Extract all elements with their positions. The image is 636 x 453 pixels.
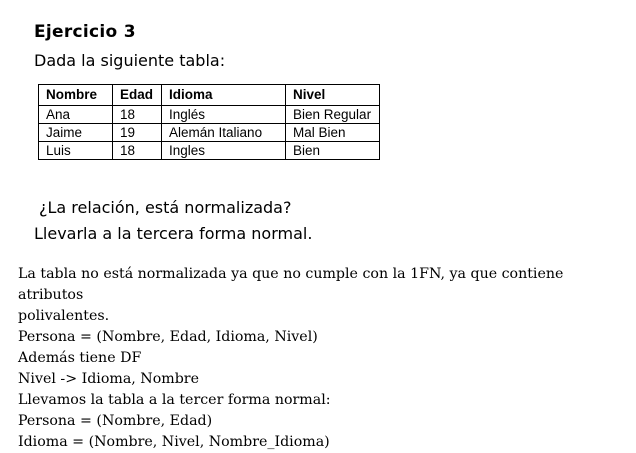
table-cell: Mal Bien [286, 124, 380, 142]
table-cell: Ingles [162, 142, 286, 160]
answer-line: polivalentes. [18, 308, 110, 324]
table-cell: Inglés [162, 106, 286, 124]
column-header-edad: Edad [113, 85, 162, 106]
table-row [39, 142, 380, 160]
question-normalized: ¿La relación, está normalizada? [39, 198, 292, 217]
answer-line: Persona = (Nombre, Edad, Idioma, Nivel) [18, 329, 318, 345]
answer-line: La tabla no está normalizada ya que no cumple con la 1FN, ya que contiene atributos [18, 266, 564, 303]
exercise-intro: Dada la siguiente tabla: [34, 51, 226, 70]
question-third-normal-form: Llevarla a la tercera forma normal. [34, 224, 313, 243]
table-cell: Bien Regular [286, 106, 380, 124]
answer-text [18, 264, 628, 453]
table-row [39, 106, 380, 124]
table-cell: Luis [39, 142, 113, 160]
column-header-nombre: Nombre [39, 85, 113, 106]
table-cell: Bien [286, 142, 380, 160]
exercise-title: Ejercicio 3 [34, 22, 136, 42]
data-table [38, 84, 380, 160]
column-header-nivel: Nivel [286, 85, 380, 106]
answer-line: Llevamos la tabla a la tercer forma normal: [18, 392, 331, 408]
answer-line: Persona = (Nombre, Edad) [18, 413, 213, 429]
table-header-row [39, 85, 380, 106]
table-cell: Jaime [39, 124, 113, 142]
table-cell: Alemán Italiano [162, 124, 286, 142]
answer-line: Nivel -> Idioma, Nombre [18, 371, 199, 387]
column-header-idioma: Idioma [162, 85, 286, 106]
table-cell: 18 [113, 106, 162, 124]
answer-line: Idioma = (Nombre, Nivel, Nombre_Idioma) [18, 434, 330, 450]
table-cell: 18 [113, 142, 162, 160]
table-cell: 19 [113, 124, 162, 142]
answer-line: Además tiene DF [18, 350, 142, 366]
table-cell: Ana [39, 106, 113, 124]
table-row [39, 124, 380, 142]
